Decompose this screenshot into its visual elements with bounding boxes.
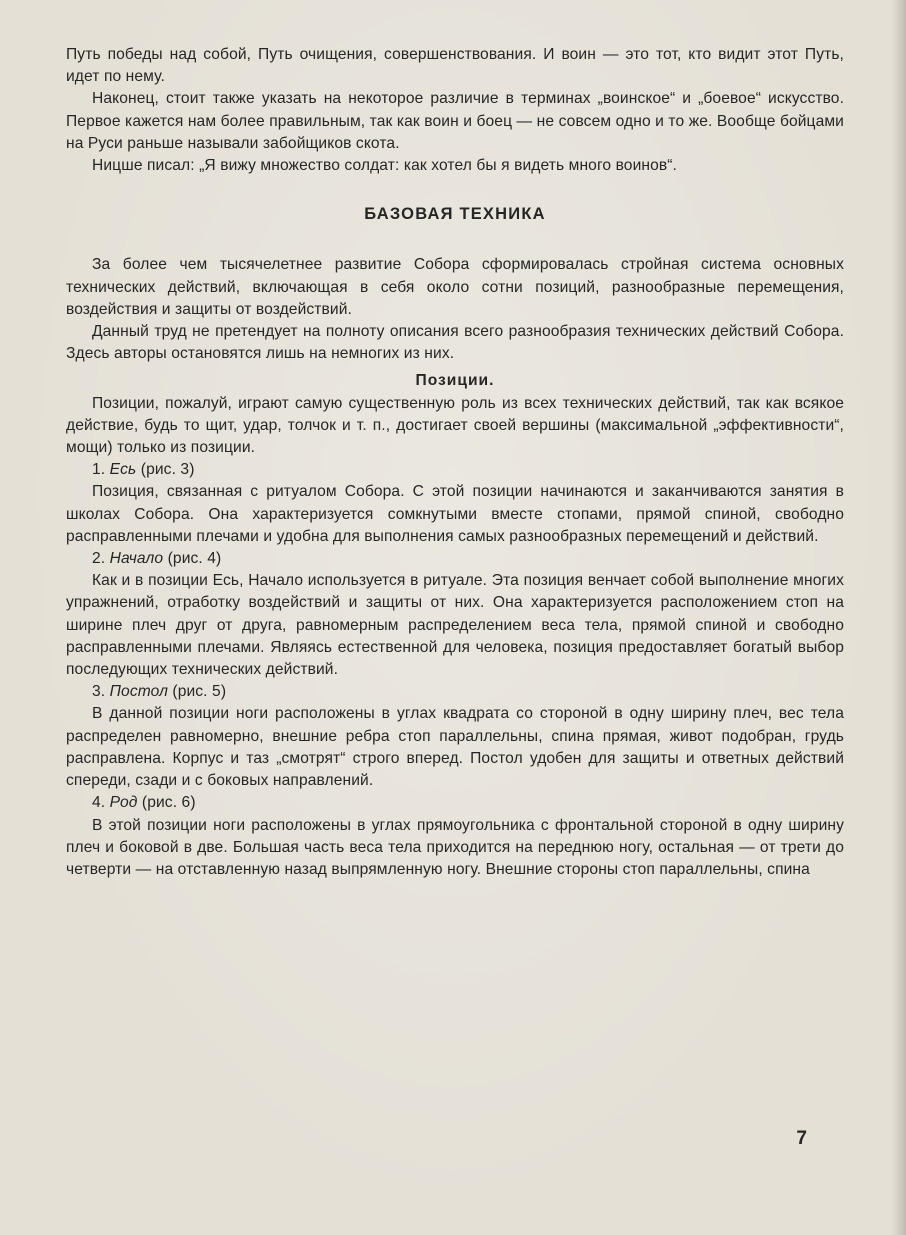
intro-paragraph-1: Путь победы над собой, Путь очищения, совершенствования. И воин — это тот, кто видит этот Путь, идет по нему. [66,46,844,86]
position-number: 3. [92,683,106,701]
page-shadow-edge [892,0,906,1235]
page-text [66,44,844,881]
figure-reference: (рис. 3) [140,461,195,479]
positions-intro: Позиции, пожалуй, играют самую существенную роль из всех технических действий, так как всякое действие, будь то щит, удар, толчок и т. п., достигает своей вершины (максимальной „эффективности“, мощи) только из позиции. [66,394,844,457]
position-heading-postol [66,681,844,703]
position-name: Начало [109,550,164,568]
section-paragraph-2: Данный труд не претендует на полноту описания всего разнообразия технических действий Собора. Здесь авторы остановятся лишь на немногих из них. [66,323,844,363]
position-heading-rod [66,792,844,814]
position-heading-nachalo [66,548,844,570]
position-number: 2. [92,550,106,568]
position-text-rod: В этой позиции ноги расположены в углах прямоугольника с фронтальной стороной в одну ширину плеч и боковой в две. Большая часть веса тела приходится на переднюю ногу, остальная — от трети до четверти — на отставленную назад выпрямленную ногу. Внешние стороны стоп параллельны, спина [66,816,844,878]
position-number: 4. [92,794,106,812]
position-name: Есь [109,461,137,479]
position-text-es: Позиция, связанная с ритуалом Собора. С этой позиции начинаются и заканчиваются занятия в школах Собора. Она характеризуется сомкнутыми вместе стопами, прямой спиной, свободно расправленными плечами и удобна для выполнения самых разнообразных перемещений и действий. [66,483,844,545]
figure-reference: (рис. 5) [172,683,227,701]
position-name: Род [109,794,138,812]
position-name: Постол [109,683,168,701]
page-number: 7 [796,1128,807,1149]
positions-heading: Позиции. [415,372,495,390]
intro-paragraph-2: Наконец, стоит также указать на некоторое различие в терминах „воинское“ и „боевое“ искусство. Первое кажется нам более правильным, так как воин и боец — не совсем одно и то же. Вообще бойцами на Руси раньше называли забойщиков скота. [66,90,844,152]
position-text-postol: В данной позиции ноги расположены в углах квадрата со стороной в одну ширину плеч, вес тела распределен равномерно, внешние ребра стоп параллельны, спина прямая, живот подобран, грудь расправлена. Корпус и таз „смотрят“ строго вперед. Постол удобен для защиты и ответных действий спереди, сзади и с боковых направлений. [66,705,844,790]
figure-reference: (рис. 4) [167,550,222,568]
figure-reference: (рис. 6) [141,794,196,812]
section-title: БАЗОВАЯ ТЕХНИКА [364,205,546,224]
intro-paragraph-3: Ницше писал: „Я вижу множество солдат: как хотел бы я видеть много воинов“. [92,157,677,175]
position-heading-es [66,459,844,481]
position-text-nachalo: Как и в позиции Есь, Начало используется в ритуале. Эта позиция венчает собой выполнение многих упражнений, отработку воздействий и защиты от них. Она характеризуется расположением стоп на ширине плеч друг от друга, равномерным распределением веса тела, прямой спиной и свободно расправленными плечами. Являясь естественной для человека, позиция предоставляет богатый выбор последующих технических действий. [66,572,844,679]
position-number: 1. [92,461,106,479]
section-paragraph-1: За более чем тысячелетнее развитие Собора сформировалась стройная система основных технических действий, включающая в себя около сотни позиций, разнообразные перемещения, воздействия и защиты от воздействий. [66,256,844,318]
